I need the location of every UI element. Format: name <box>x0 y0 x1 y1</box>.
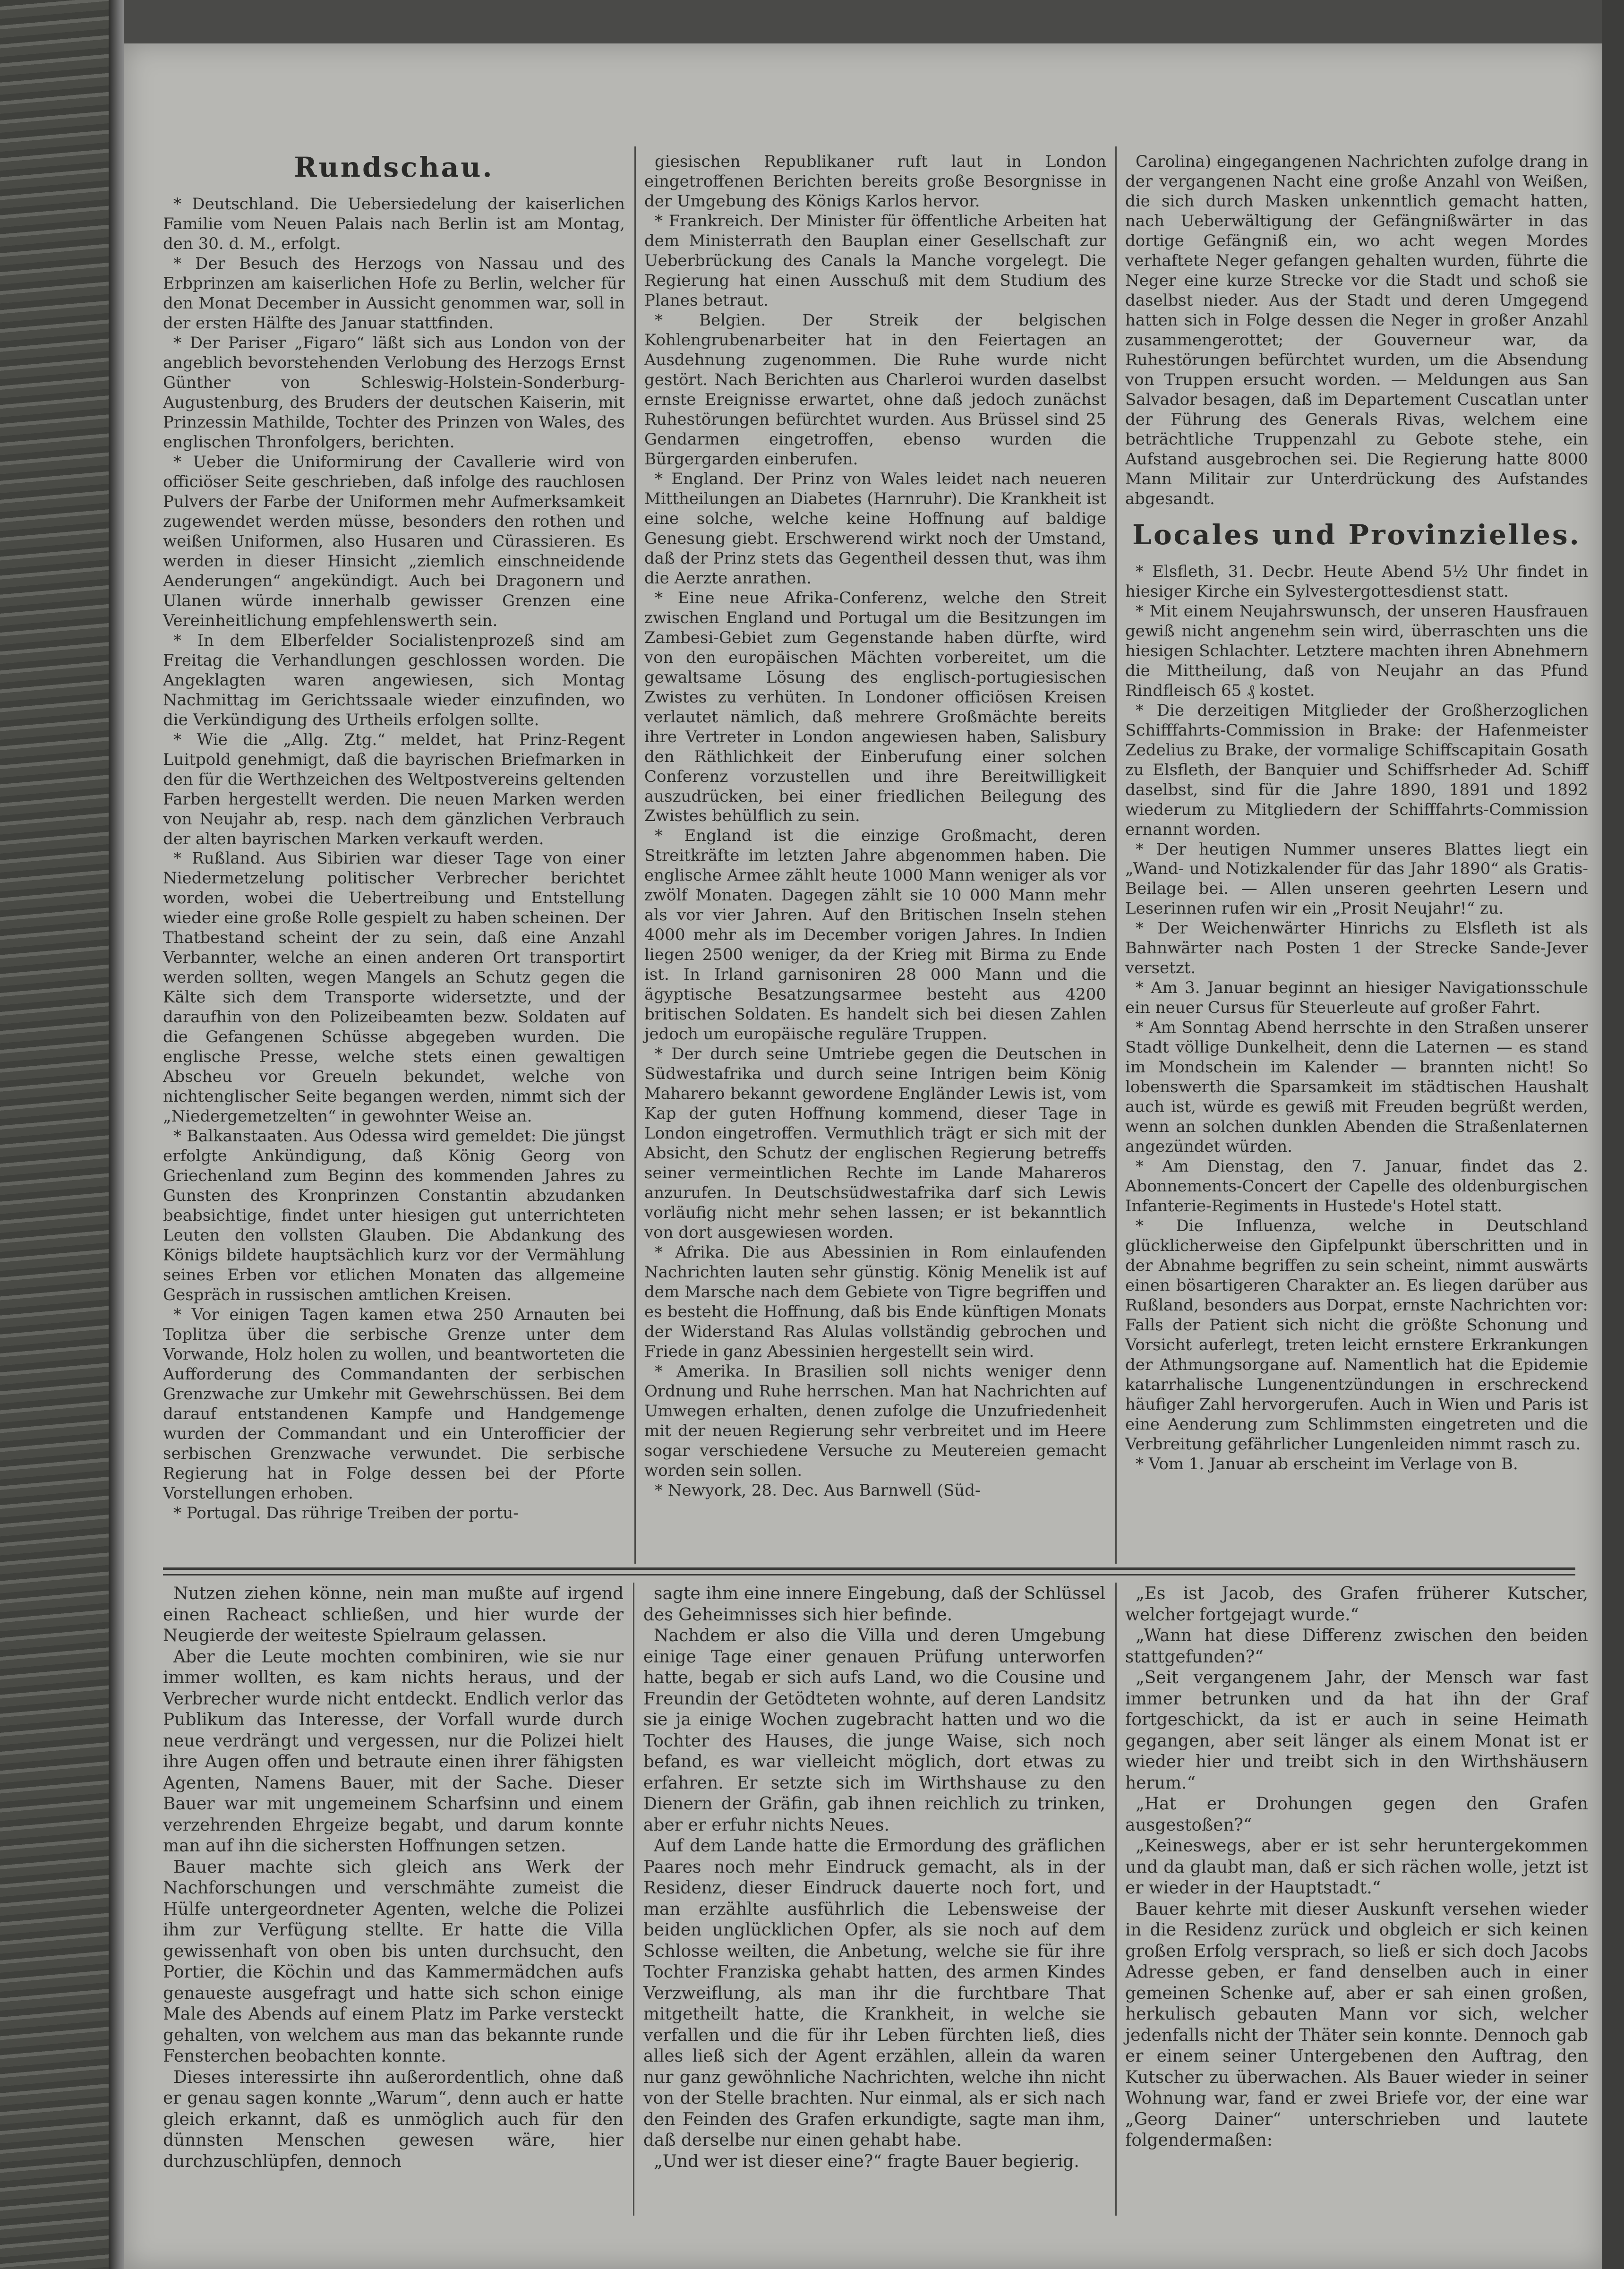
article-paragraph: * Die Influenza, welche in Deutschland glücklicherweise den Gipfelpunkt überschritten und in der Abnahme begriffen zu sein scheint, nimmt auswärts einen bösartigeren Charakter an. Es liegen darüber aus Rußland, besonders aus Dorpat, ernste Nachrichten vor: Falls der Patient sich nicht die größte Schonung und Vorsicht auferlegt, treten leicht ernstere Erkrankungen der Athmungsorgane auf. Namentlich hat die Epidemie katarrhalische Lungenentzündungen in erschreckend häufiger Zahl hervorgerufen. Auch in Wien und Paris ist eine Aenderung zum Schlimmsten eingetreten und die Verbreitung gefährlicher Lungenleiden nimmt rasch zu. <box>1125 1216 1588 1454</box>
article-paragraph: „Wann hat diese Differenz zwischen den beiden stattgefunden?“ <box>1125 1626 1588 1667</box>
article-paragraph: sagte ihm eine innere Eingebung, daß der Schlüssel des Geheimnisses sich hier befinde. <box>643 1584 1105 1625</box>
article-paragraph: * Elsfleth, 31. Decbr. Heute Abend 5½ Uhr findet in hiesiger Kirche ein Sylvestergottesdienst statt. <box>1125 562 1588 601</box>
article-paragraph: * Portugal. Das rührige Treiben der portu- <box>173 1503 519 1523</box>
article-paragraph: * Frankreich. Der Minister für öffentliche Arbeiten hat dem Ministerrath den Bauplan einer Gesellschaft zur Ueberbrückung des Canals la Manche vorgelegt. Die Regierung hat einen Ausschuß mit dem Studium des Planes betraut. <box>644 211 1106 310</box>
article-paragraph: * Eine neue Afrika-Conferenz, welche den Streit zwischen England und Portugal um die Besitzungen im Zambesi-Gebiet zum Gegenstande haben dürfte, wird von den europäischen Mächten vorbereitet, um die gewaltsame Lösung des englisch-portugiesischen Zwistes zu verhüten. In Londoner officiösen Kreisen verlautet nämlich, daß mehrere Großmächte bereits ihre Vertreter in London angewiesen haben, Salisbury den Räthlichkeit der Einberufung einer solchen Conferenz vorzustellen und ihre Bereitwilligkeit auszudrücken, bei einer friedlichen Beilegung des Zwistes behülflich zu sein. <box>644 588 1106 826</box>
article-paragraph: Nachdem er also die Villa und deren Umgebung einige Tage einer genauen Prüfung unterworfen hatte, begab er sich aufs Land, wo die Cousine und Freundin der Getödteten wohnte, auf deren Landsitz sie ja einige Wochen zugebracht hatten und wo die Tochter des Hauses, die junge Waise, sich noch befand, es war vielleicht möglich, dort etwas zu erfahren. Er setzte sich im Wirthshause zu den Dienern der Gräfin, gab ihnen reichlich zu trinken, aber er erfuhr nichts Neues. <box>643 1626 1105 1835</box>
article-paragraph: * Der heutigen Nummer unseres Blattes liegt ein „Wand- und Notizkalender für das Jahr 1890“ als Gratis-Beilage bei. — Allen unseren geehrten Lesern und Leserinnen rufen wir ein „Prosit Neujahr!“ zu. <box>1125 839 1588 918</box>
article-paragraph: * Deutschland. Die Uebersiedelung der kaiserlichen Familie vom Neuen Palais nach Berlin ist am Montag, den 30. d. M., erfolgt. <box>163 195 625 253</box>
article-paragraph: * England ist die einzige Großmacht, deren Streitkräfte im letzten Jahre abgenommen haben. Die englische Armee zählt heute 1000 Mann weniger als vor zwölf Monaten. Dagegen zählt sie 10 000 Mann mehr als vor vier Jahren. Auf den Britischen Inseln stehen 4000 mehr als im December vorigen Jahres. In Indien liegen 2500 weniger, da der Krieg mit Birma zu Ende ist. In Irland garnisoniren 28 000 Mann und die ägyptische Besatzungsarmee besteht aus 4200 britischen Soldaten. Es handelt sich bei diesen Zahlen jedoch um europäische reguläre Truppen. <box>644 826 1106 1044</box>
column-locales <box>1125 152 1588 1474</box>
article-paragraph: * Balkanstaaten. Aus Odessa wird gemeldet: Die jüngst erfolgte Ankündigung, daß König Georg von Griechenland zum Beginn des kommenden Jahres zu Gunsten des Kronprinzen Constantin abzudanken beabsichtige, findet unter hiesigen gut unterrichteten Leuten den vollsten Glauben. Die Abdankung des Königs bildete hauptsächlich kurz vor der Vermählung seines Erben vor etlichen Monaten das allgemeine Gespräch in russischen amtlichen Kreisen. <box>163 1127 625 1305</box>
article-paragraph: „Es ist Jacob, des Grafen früherer Kutscher, welcher fortgejagt wurde.“ <box>1125 1584 1588 1625</box>
article-paragraph: * Am Sonntag Abend herrschte in den Straßen unserer Stadt völlige Dunkelheit, denn die Laternen — es stand im Mondschein im Kalender — brannten nicht! So lobenswerth die Sparsamkeit im städtischen Haushalt auch ist, würde es gewiß mit Freuden begrüßt werden, wenn an solchen dunklen Abenden die Straßenlaternen angezündet würden. <box>1125 1018 1588 1156</box>
scan-border-right <box>1602 0 1624 2269</box>
article-paragraph: * Der Pariser „Figaro“ läßt sich aus London von der angeblich bevorstehenden Verlobung des Herzogs Ernst Günther von Schleswig-Holstein-Sonderburg-Augustenburg, des Bruders der deutschen Kaiserin, mit Prinzessin Mathilde, Tochter des Prinzen von Wales, des englischen Thronfolgers, berichten. <box>163 333 625 452</box>
article-paragraph: * Amerika. In Brasilien soll nichts weniger denn Ordnung und Ruhe herrschen. Man hat Nachrichten auf Umwegen erhalten, denen zufolge die Unzufriedenheit mit der neuen Regierung sehr verbreitet und im Heere sogar verschiedene Versuche zu Meutereien gemacht worden sein sollen. <box>644 1362 1106 1480</box>
paragraph-list <box>163 1584 624 2172</box>
article-paragraph: * Ueber die Uniformirung der Cavallerie wird von officiöser Seite geschrieben, daß infolge des rauchlosen Pulvers der Farbe der Uniformen mehr Aufmerksamkeit zugewendet werden müsse, besonders den rothen und weißen Uniformen, also Husaren und Cürassieren. Es werden in dieser Hinsicht „ziemlich einschneidende Aenderungen“ angekündigt. Auch bei Dragonern und Ulanen würde innerhalb gewisser Grenzen eine Vereinheitlichung empfehlenswerth sein. <box>163 452 625 630</box>
column-rundschau-continued <box>644 152 1106 1501</box>
article-paragraph: Aber die Leute mochten combiniren, wie sie nur immer wollten, es kam nichts heraus, und der Verbrecher wurde nicht entdeckt. Endlich verlor das Publikum das Interesse, der Vorfall wurde durch neue verdrängt und vergessen, nur die Polizei hielt ihre Augen offen und betraute einen ihrer fähigsten Agenten, Namens Bauer, mit der Sache. Dieser Bauer war mit ungemeinem Scharfsinn und einem verzehrenden Ehrgeize begabt, und darum konnte man auf ihn die sichersten Hoffnungen setzen. <box>163 1647 624 1856</box>
article-paragraph: * Vor einigen Tagen kamen etwa 250 Arnauten bei Toplitza über die serbische Grenze unter dem Vorwande, Holz holen zu wollen, und beantworteten die Aufforderung des Commandanten der serbischen Grenzwache zur Umkehr mit Gewehrschüssen. Bei dem darauf entstandenen Kampfe und Handgemenge wurden der Commandant und ein Unterofficier der serbischen Grenzwache verwundet. Die serbische Regierung hat in Folge dessen bei der Pforte Vorstellungen erhoben. <box>163 1305 625 1503</box>
article-paragraph: giesischen Republikaner ruft laut in London eingetroffenen Berichten bereits große Besorgnisse in der Umgebung des Königs Karlos hervor. <box>644 152 1106 211</box>
paragraph-list <box>1125 152 1588 509</box>
column-rule <box>633 1583 634 2216</box>
section-heading-rundschau: Rundschau. <box>294 151 494 183</box>
article-paragraph: Carolina) eingegangenen Nachrichten zufolge drang in der vergangenen Nacht eine große Anzahl von Weißen, die sich durch Masken unkenntlich gemacht hatten, nach Ueberwältigung der Gefängnißwärter in das dortige Gefängniß ein, wo acht wegen Mordes verhaftete Neger gefangen gehalten wurden, führte die Neger eine kurze Strecke vor die Stadt und schoß sie daselbst nieder. Aus der Stadt und deren Umgegend hatten sich in Folge dessen die Neger in großer Anzahl zusammengerottet; der Gouverneur war, da Ruhestörungen befürchtet wurden, um die Absendung von Truppen ersucht worden. — Meldungen aus San Salvador besagen, daß im Departement Cuscatlan unter der Führung des Generals Rivas, welchem eine beträchtliche Truppenzahl zu Gebote stehe, ein Aufstand ausgebrochen sei. Die Regierung hatte 8000 Mann Militair zur Unterdrückung des Aufstandes abgesandt. <box>1125 152 1588 508</box>
article-paragraph: * In dem Elberfelder Socialistenprozeß sind am Freitag die Verhandlungen geschlossen worden. Die Angeklagten waren angewiesen, sich Montag Nachmittag im Gerichtssaale wieder einzufinden, wo die Verkündigung des Urtheils erfolgen sollte. <box>163 631 625 729</box>
article-paragraph: * Mit einem Neujahrswunsch, der unseren Hausfrauen gewiß nicht angenehm sein wird, überraschten uns die hiesigen Schlachter. Letztere machten ihren Abnehmern die Mittheilung, daß von Neujahr an das Pfund Rindfleisch 65 ₰ kostet. <box>1125 601 1588 700</box>
article-paragraph: Nutzen ziehen könne, nein man mußte auf irgend einen Racheact schließen, und hier wurde der Neugierde der weiteste Spielraum gelassen. <box>163 1584 624 1645</box>
column-rundschau <box>163 142 625 1524</box>
article-paragraph: * Die derzeitigen Mitglieder der Großherzoglichen Schifffahrts-Commission in Brake: der Hafenmeister Zedelius zu Brake, der vormalige Schiffscapitain Gosath zu Elsfleth, der Banquier und Schiffsrheder Ad. Schiff daselbst, sind für die Jahre 1890, 1891 und 1892 wiederum zu Mitgliedern der Schifffahrts-Commission ernannt worden. <box>1125 701 1588 839</box>
paragraph-list <box>1125 1584 1588 2151</box>
article-paragraph: * Am 3. Januar beginnt an hiesiger Navigationsschule ein neuer Cursus für Steuerleute auf großer Fahrt. <box>1125 978 1588 1018</box>
article-paragraph: * Afrika. Die aus Abessinien in Rom einlaufenden Nachrichten lauten sehr günstig. König Menelik ist auf dem Marsche nach dem Gebiete von Tigre begriffen und es besteht die Hoffnung, daß bis Ende künftigen Monats der Widerstand Ras Alulas vollständig gebrochen und Friede in ganz Abessinien hergestellt sein wird. <box>644 1243 1106 1361</box>
article-paragraph: Dieses interessirte ihn außerordentlich, ohne daß er genau sagen konnte „Warum“, denn auch er hatte gleich erkannt, daß es unmöglich auch für den dünnsten Menschen gewesen wäre, hier durchzuschlüpfen, dennoch <box>163 2067 624 2171</box>
section-heading-locales: Locales und Provinzielles. <box>1132 518 1581 551</box>
article-paragraph: * Newyork, 28. Dec. Aus Barnwell (Süd- <box>655 1481 981 1500</box>
article-paragraph: * Der Weichenwärter Hinrichs zu Elsfleth ist als Bahnwärter nach Posten 1 der Strecke Sande-Jever versetzt. <box>1125 919 1588 978</box>
feuilleton-column-2 <box>643 1584 1105 2172</box>
paragraph-list <box>163 195 625 1524</box>
scan-border-top <box>124 0 1602 43</box>
feuilleton-column-1 <box>163 1584 624 2172</box>
article-paragraph: * Der Besuch des Herzogs von Nassau und des Erbprinzen am kaiserlichen Hofe zu Berlin, welcher für den Monat December in Aussicht genommen war, soll in der ersten Hälfte des Januar stattfinden. <box>163 254 625 333</box>
article-paragraph: „Seit vergangenem Jahr, der Mensch war fast immer betrunken und da hat ihn der Graf fortgeschickt, da ist er auch in seine Heimath gegangen, aber seit länger als einem Monat ist er wieder hier und treibt sich in den Wirthshäusern herum.“ <box>1125 1668 1588 1793</box>
article-paragraph: * Der durch seine Umtriebe gegen die Deutschen in Südwestafrika und durch seine Intrigen beim König Maharero bekannt gewordene Engländer Lewis ist, vom Kap der guten Hoffnung kommend, dieser Tage in London eingetroffen. Vermuthlich trägt er sich mit der Absicht, den Schutz der englischen Regierung betreffs seiner vermeintlichen Rechte im Lande Mahareros anzurufen. In Deutschsüdwestafrika darf sich Lewis vorläufig nicht mehr sehen lassen; er ist bekanntlich von dort ausgewiesen worden. <box>644 1045 1106 1242</box>
book-binding <box>0 0 118 2269</box>
article-paragraph: Bauer kehrte mit dieser Auskunft versehen wieder in die Residenz zurück und obgleich er sich keinen großen Erfolg versprach, so ließ er sich doch Jacobs Adresse geben, er fand denselben auch in einer gemeinen Schenke auf, aber er sah einen großen, herkulisch gebauten Mann vor sich, welcher jedenfalls nicht der Thäter sein konnte. Dennoch gab er einem seiner Untergebenen den Auftrag, den Kutscher zu überwachen. Als Bauer wieder in seiner Wohnung war, fand er zwei Briefe vor, der eine war „Georg Dainer“ unterschrieben und lautete folgendermaßen: <box>1125 1899 1588 2150</box>
feuilleton-separator-thin <box>163 1574 1575 1575</box>
paragraph-list <box>1125 562 1588 1474</box>
article-paragraph: * Am Dienstag, den 7. Januar, findet das 2. Abonnements-Concert der Capelle des oldenburgischen Infanterie-Regiments in Hustede's Hotel statt. <box>1125 1157 1588 1216</box>
article-paragraph: Bauer machte sich gleich ans Werk der Nachforschungen und verschmähte zumeist die Hülfe untergeordneter Agenten, welche die Polizei ihm zur Verfügung stellte. Er hatte die Villa gewissenhaft von oben bis unten durchsucht, den Portier, die Köchin und das Kammermädchen aufs genaueste ausgefragt und hatte sich schon einige Male des Abends auf einem Platz im Parke versteckt gehalten, von welchem aus man das bekannte runde Fensterchen beobachten konnte. <box>163 1857 624 2066</box>
paragraph-list <box>644 152 1106 1501</box>
article-paragraph: * Rußland. Aus Sibirien war dieser Tage von einer Niedermetzelung politischer Verbrecher berichtet worden, wobei die Uebertreibung und Entstellung wieder eine große Rolle gespielt zu haben scheinen. Der Thatbestand scheint der zu sein, daß eine Anzahl Verbannter, welche an einen anderen Ort transportirt werden sollten, wegen Mangels an Schutz gegen die Kälte sich dem Transporte widersetzte, und der daraufhin von den Polizeibeamten bezw. Soldaten auf die Gefangenen Schüsse abgegeben wurden. Die englische Presse, welche stets einen gewaltigen Abscheu vor Greueln bekundet, welche von nichtenglischer Seite begangen werden, nimmt sich der „Niedergemetzelten“ in gewohnter Weise an. <box>163 849 625 1126</box>
article-paragraph: „Und wer ist dieser eine?“ fragte Bauer begierig. <box>654 2151 1079 2171</box>
article-paragraph: Auf dem Lande hatte die Ermordung des gräflichen Paares noch mehr Eindruck gemacht, als in der Residenz, dieser Eindruck dauerte noch fort, und man erzählte ausführlich die Lebensweise der beiden unglücklichen Opfer, als sie noch auf dem Schlosse weilten, die Anbetung, welche sie für ihre Tochter Franziska gehabt hatten, des armen Kindes Verzweiflung, als man ihr die furchtbare That mitgetheilt hatte, die Krankheit, in welche sie verfallen und die für ihr Leben fürchten ließ, dies alles ließ sich der Agent erzählen, allein da waren nur ganz gewöhnliche Nachrichten, welche ihn nicht von der Stelle brachten. Nur einmal, als er sich nach den Feinden des Grafen erkundigte, sagte man ihm, daß derselbe nur einen gehabt habe. <box>643 1836 1105 2150</box>
column-rule <box>1115 1583 1117 2216</box>
article-paragraph: * England. Der Prinz von Wales leidet nach neueren Mittheilungen an Diabetes (Harnruhr). Die Krankheit ist eine solche, welche keine Hoffnung auf baldige Genesung giebt. Erschwerend wirkt noch der Umstand, daß der Prinz stets das Gegentheil dessen thut, was ihm die Aerzte anrathen. <box>644 469 1106 588</box>
article-paragraph: * Belgien. Der Streik der belgischen Kohlengrubenarbeiter hat in den Feiertagen an Ausdehnung zugenommen. Die Ruhe wurde nicht gestört. Nach Berichten aus Charleroi wurden daselbst ernste Ereignisse erwartet, ohne daß jedoch zunächst Ruhestörungen befürchtet wurden. Aus Brüssel sind 25 Gendarmen eingetroffen, ebenso wurden die Bürgergarden einberufen. <box>644 310 1106 469</box>
article-paragraph: * Wie die „Allg. Ztg.“ meldet, hat Prinz-Regent Luitpold genehmigt, daß die bayrischen Briefmarken in den für die Werthzeichen des Weltpostvereins geltenden Farben hergestellt werden. Die neuen Marken werden von Neujahr ab, resp. nach dem gänzlichen Verbrauch der alten bayrischen Marken verkauft werden. <box>163 730 625 848</box>
article-paragraph: „Hat er Drohungen gegen den Grafen ausgestoßen?“ <box>1125 1794 1588 1835</box>
column-rule <box>634 146 636 1564</box>
feuilleton-column-3 <box>1125 1584 1588 2151</box>
feuilleton-separator <box>163 1567 1575 1570</box>
column-rule <box>1115 146 1117 1564</box>
article-paragraph: * Vom 1. Januar ab erscheint im Verlage von B. <box>1136 1455 1518 1474</box>
article-paragraph: „Keineswegs, aber er ist sehr heruntergekommen und da glaubt man, daß er sich rächen wolle, jetzt ist er wieder in der Hauptstadt.“ <box>1125 1836 1588 1898</box>
paragraph-list <box>643 1584 1105 2172</box>
